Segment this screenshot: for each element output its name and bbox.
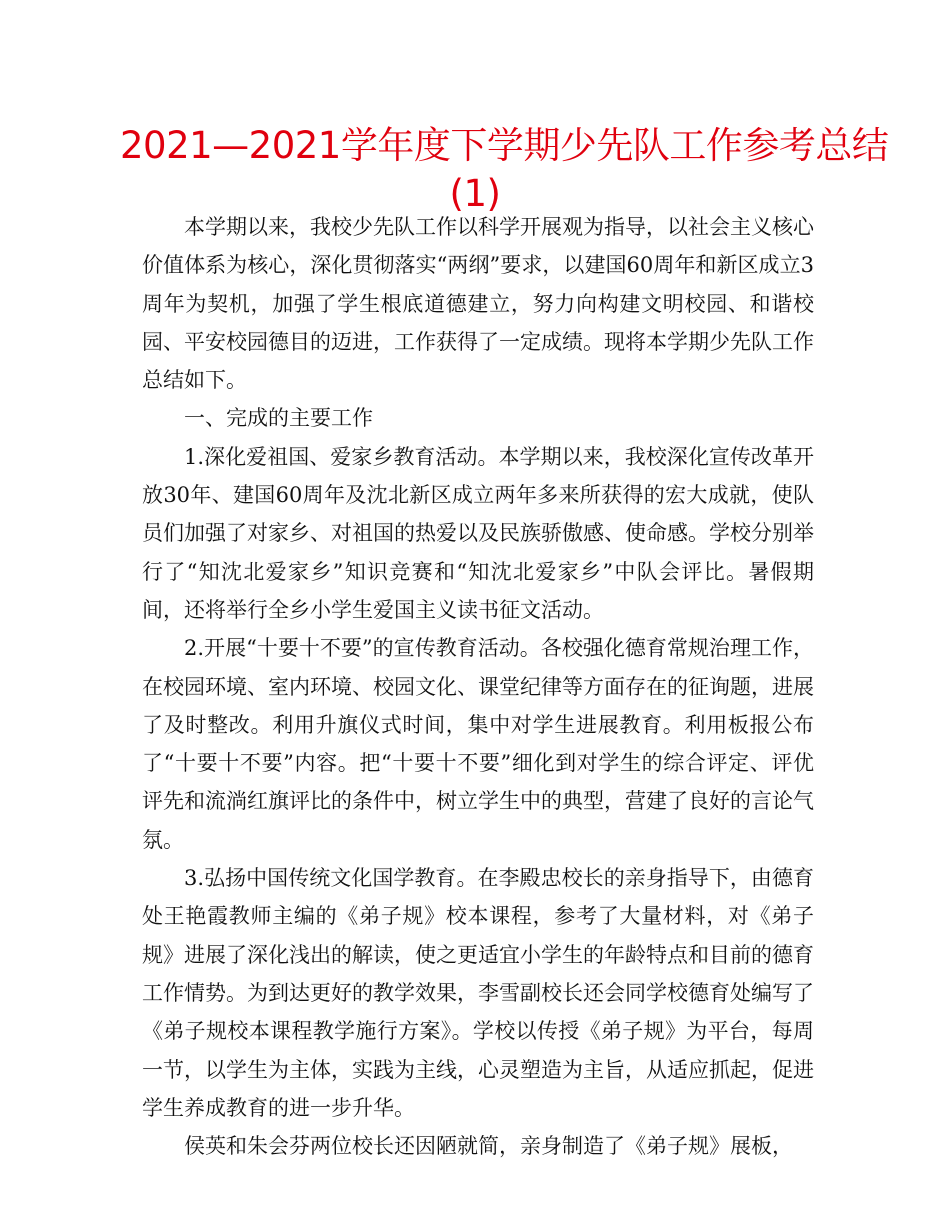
document-body xyxy=(142,208,814,1165)
title-line-2: (1) xyxy=(449,172,501,215)
title-line-1: 2021—2021学年度下学期少先队工作参考总结 xyxy=(120,124,889,167)
section-heading: 一、完成的主要工作 xyxy=(184,406,373,431)
paragraph-item-2: 2.开展“十要十不要”的宣传教育活动。各校强化德育常规治理工作，在校园环境、室内环境、校园文化、课堂纪律等方面存在的征询题，进展了及时整改。利用升旗仪式时间，集中对学生进展教育。利用板报公布了“十要十不要”内容。把“十要十不要”细化到对学生的综合评定、评优评先和流淌红旗评比的条件中，树立学生中的典型，营建了良好的言论气氛。 xyxy=(142,636,814,852)
paragraph-continued: 侯英和朱会芬两位校长还因陋就简，亲身制造了《弟子规》展板， xyxy=(184,1134,793,1159)
document-title xyxy=(120,122,889,218)
paragraph-intro: 本学期以来，我校少先队工作以科学开展观为指导，以社会主义核心价值体系为核心，深化贯彻落实“两纲”要求，以建国60周年和新区成立3周年为契机，加强了学生根底道德建立，努力向构建文明校园、和谐校园、平安校园德目的迈进，工作获得了一定成绩。现将本学期少先队工作总结如下。 xyxy=(142,215,814,393)
paragraph-item-3: 3.弘扬中国传统文化国学教育。在李殿忠校长的亲身指导下，由德育处王艳霞教师主编的《弟子规》校本课程，参考了大量材料，对《弟子规》进展了深化浅出的解读，使之更适宜小学生的年龄特点和目前的德育工作情势。为到达更好的教学效果，李雪副校长还会同学校德育处编写了《弟子规校本课程教学施行方案》。学校以传授《弟子规》为平台，每周一节，以学生为主体，实践为主线，心灵塑造为主旨，从适应抓起，促进学生养成教育的进一步升华。 xyxy=(142,866,814,1120)
paragraph-item-1: 1.深化爱祖国、爱家乡教育活动。本学期以来，我校深化宣传改革开放30年、建国60周年及沈北新区成立两年多来所获得的宏大成就，使队员们加强了对家乡、对祖国的热爱以及民族骄傲感、使命感。学校分别举行了“知沈北爱家乡”知识竞赛和“知沈北爱家乡”中队会评比。暑假期间，还将举行全乡小学生爱国主义读书征文活动。 xyxy=(142,444,814,622)
